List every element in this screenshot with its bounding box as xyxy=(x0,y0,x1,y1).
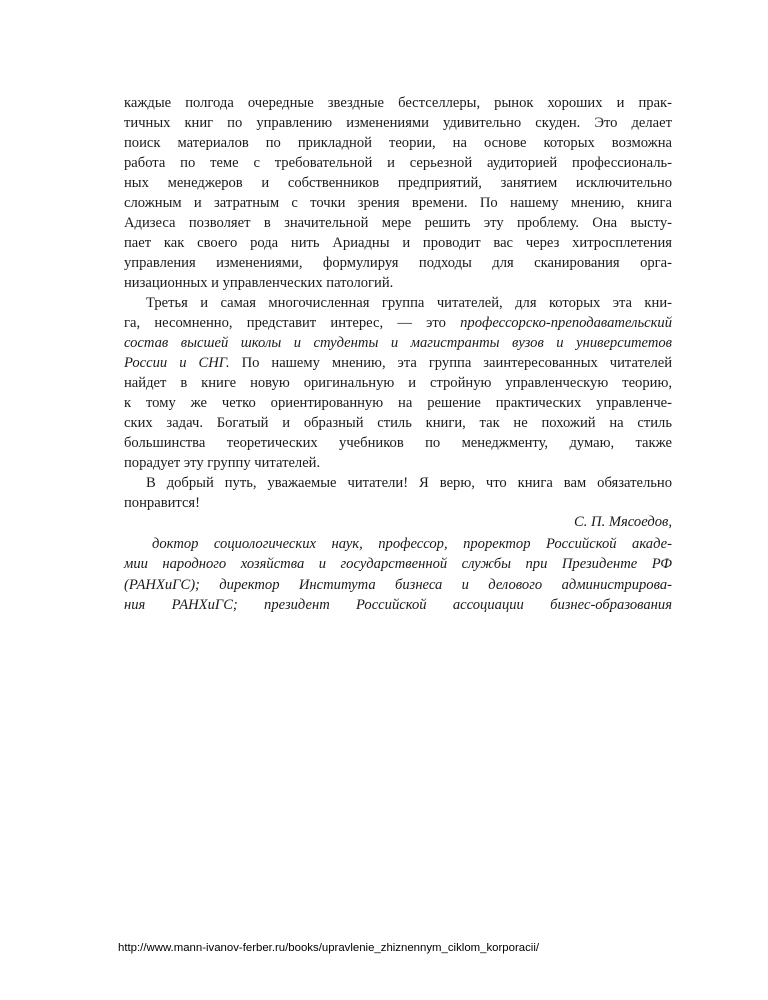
text-line: работа по теме с требовательной и серьезной аудиторией профессиональ- xyxy=(124,155,672,171)
text-run: По нашему мнению, эта группа заинтересованных читателей xyxy=(229,355,673,371)
text-line: низационных и управленческих патологий. xyxy=(124,275,394,291)
italic-text-run: России и СНГ. xyxy=(124,355,230,371)
signature-block xyxy=(124,512,672,616)
paragraph-2 xyxy=(124,293,672,473)
text-line: управления изменениями, формулируя подходы для сканирования орга- xyxy=(124,255,672,271)
author-credentials-line: ния РАНХиГС; президент Российской ассоциации бизнес-образования xyxy=(124,597,672,613)
text-line: ных менеджеров и собственников предприятий, занятием исключительно xyxy=(124,175,672,191)
text-line: найдет в книге новую оригинальную и стройную управленческую теорию, xyxy=(124,375,672,391)
text-line: Третья и самая многочисленная группа читателей, для которых эта кни- xyxy=(146,295,672,311)
text-line xyxy=(124,353,672,373)
text-line: В добрый путь, уважаемые читатели! Я верю, что книга вам обязательно xyxy=(146,475,672,491)
text-line: к тому же четко ориентированную на решение практических управленче- xyxy=(124,395,672,411)
document-body xyxy=(124,93,672,513)
author-credentials-line: доктор социологических наук, профессор, проректор Российской акаде- xyxy=(152,535,672,552)
footer-url[interactable]: http://www.mann-ivanov-ferber.ru/books/upravlenie_zhiznennym_ciklom_korporacii/ xyxy=(118,942,540,954)
paragraph-1 xyxy=(124,93,672,293)
author-credentials-line: (РАНХиГС); директор Института бизнеса и делового администрирова- xyxy=(124,576,672,593)
text-line: порадует эту группу читателей. xyxy=(124,455,321,471)
text-line: сложным и затратным с точки зрения времени. По нашему мнению, книга xyxy=(124,195,672,211)
italic-text-run: профессорско-преподавательский xyxy=(460,315,672,331)
text-line: поиск материалов по прикладной теории, на основе которых возможна xyxy=(124,135,672,151)
text-line: каждые полгода очередные звездные бестселлеры, рынок хороших и прак- xyxy=(124,95,672,111)
text-line: большинства теоретических учебников по менеджменту, думаю, также xyxy=(124,435,672,451)
text-line: пает как своего рода нить Ариадны и проводит вас через хитросплетения xyxy=(124,235,672,251)
text-line: тичных книг по управлению изменениями удивительно скуден. Это делает xyxy=(124,115,672,131)
text-line: ских задач. Богатый и образный стиль книги, так не похожий на стиль xyxy=(124,415,672,431)
italic-text-line: состав высшей школы и студенты и магистранты вузов и университетов xyxy=(124,335,672,351)
text-line: понравится! xyxy=(124,495,200,511)
author-credentials-line: мии народного хозяйства и государственной службы при Президенте РФ xyxy=(124,556,672,572)
text-line xyxy=(124,313,672,333)
author-name: С. П. Мясоедов, xyxy=(574,514,672,530)
paragraph-3 xyxy=(124,473,672,513)
text-line: Адизеса позволяет в значительной мере решить эту проблему. Она высту- xyxy=(124,215,672,231)
text-run: га, несомненно, представит интерес, — это xyxy=(124,315,461,331)
